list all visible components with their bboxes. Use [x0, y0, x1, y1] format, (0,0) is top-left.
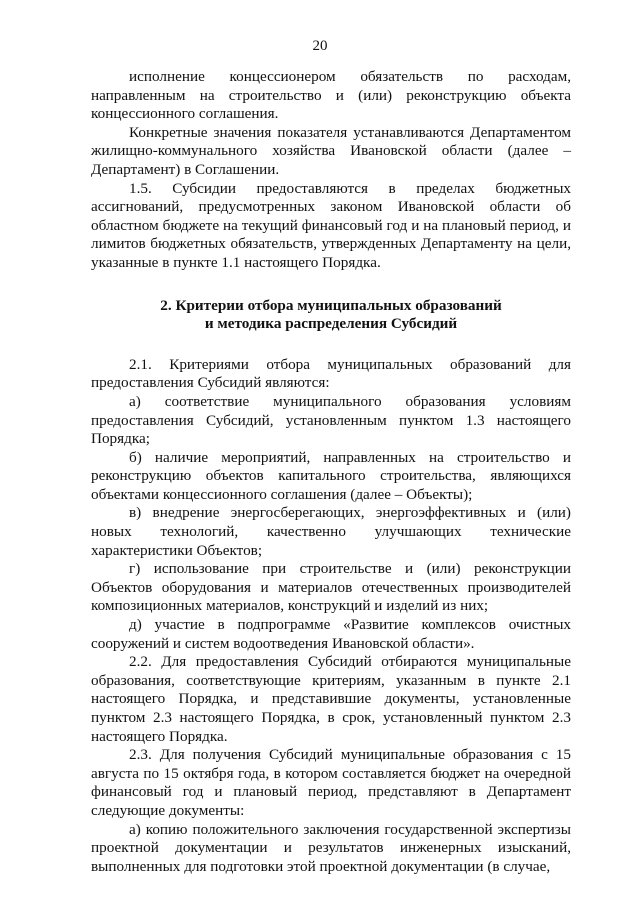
- list-item: а) соответствие муниципального образования условиям предоставления Субсидий, установленным пунктом 1.3 настоящего Порядка;: [91, 392, 571, 448]
- paragraph: 2.3. Для получения Субсидий муниципальные образования с 15 августа по 15 октября года, в котором составляется бюджет на очередной финансовый год и плановый период, представляют в Департамент следующие документы:: [91, 746, 571, 819]
- section-heading-line: 2. Критерии отбора муниципальных образований: [160, 296, 502, 314]
- paragraph: исполнение концессионером обязательств по расходам, направленным на строительство и (или) реконструкцию объекта концессионного соглашения.: [91, 68, 571, 123]
- list-item: б) наличие мероприятий, направленных на строительство и реконструкцию объектов капитального строительства, являющихся объектами концессионного соглашения (далее – Объекты);: [91, 448, 571, 503]
- paragraph: 1.5. Субсидии предоставляются в пределах бюджетных ассигнований, предусмотренных законом Ивановской области об областном бюджете на текущий финансовый год и на плановый период, и лимитов бюджетных обязательств, утвержденных Департаменту на цели, указанные в пункте 1.1 настоящего Порядка.: [91, 179, 571, 271]
- paragraph: 2.1. Критериями отбора муниципальных образований для предоставления Субсидий являются:: [91, 355, 571, 392]
- list-item: в) внедрение энергосберегающих, энергоэффективных и (или) новых технологий, качественно улучшающих технические характеристики Объектов;: [91, 504, 571, 559]
- document-body: [91, 68, 571, 876]
- section-heading: [91, 297, 571, 334]
- list-item: г) использование при строительстве и (или) реконструкции Объектов оборудования и материалов отечественных производителей композиционных материалов, конструкций и изделий из них;: [91, 560, 571, 615]
- page-number: 20: [312, 38, 328, 54]
- paragraph: 2.2. Для предоставления Субсидий отбираются муниципальные образования, соответствующие критериям, указанным в пункте 2.1 настоящего Порядка, и представившие документы, установленные пунктом 2.3 настоящего Порядка, в срок, установленный пунктом 2.3 настоящего Порядка.: [91, 653, 571, 745]
- paragraph: Конкретные значения показателя устанавливаются Департаментом жилищно-коммунального хозяйства Ивановской области (далее – Департамент) в Соглашении.: [91, 123, 571, 178]
- list-item: а) копию положительного заключения государственной экспертизы проектной документации и результатов инженерных изысканий, выполненных для подготовки этой проектной документации (в случае,: [91, 820, 571, 875]
- section-heading-line: и методика распределения Субсидий: [204, 315, 458, 333]
- list-item: д) участие в подпрограмме «Развитие комплексов очистных сооружений и систем водоотведения Ивановской области».: [91, 616, 571, 652]
